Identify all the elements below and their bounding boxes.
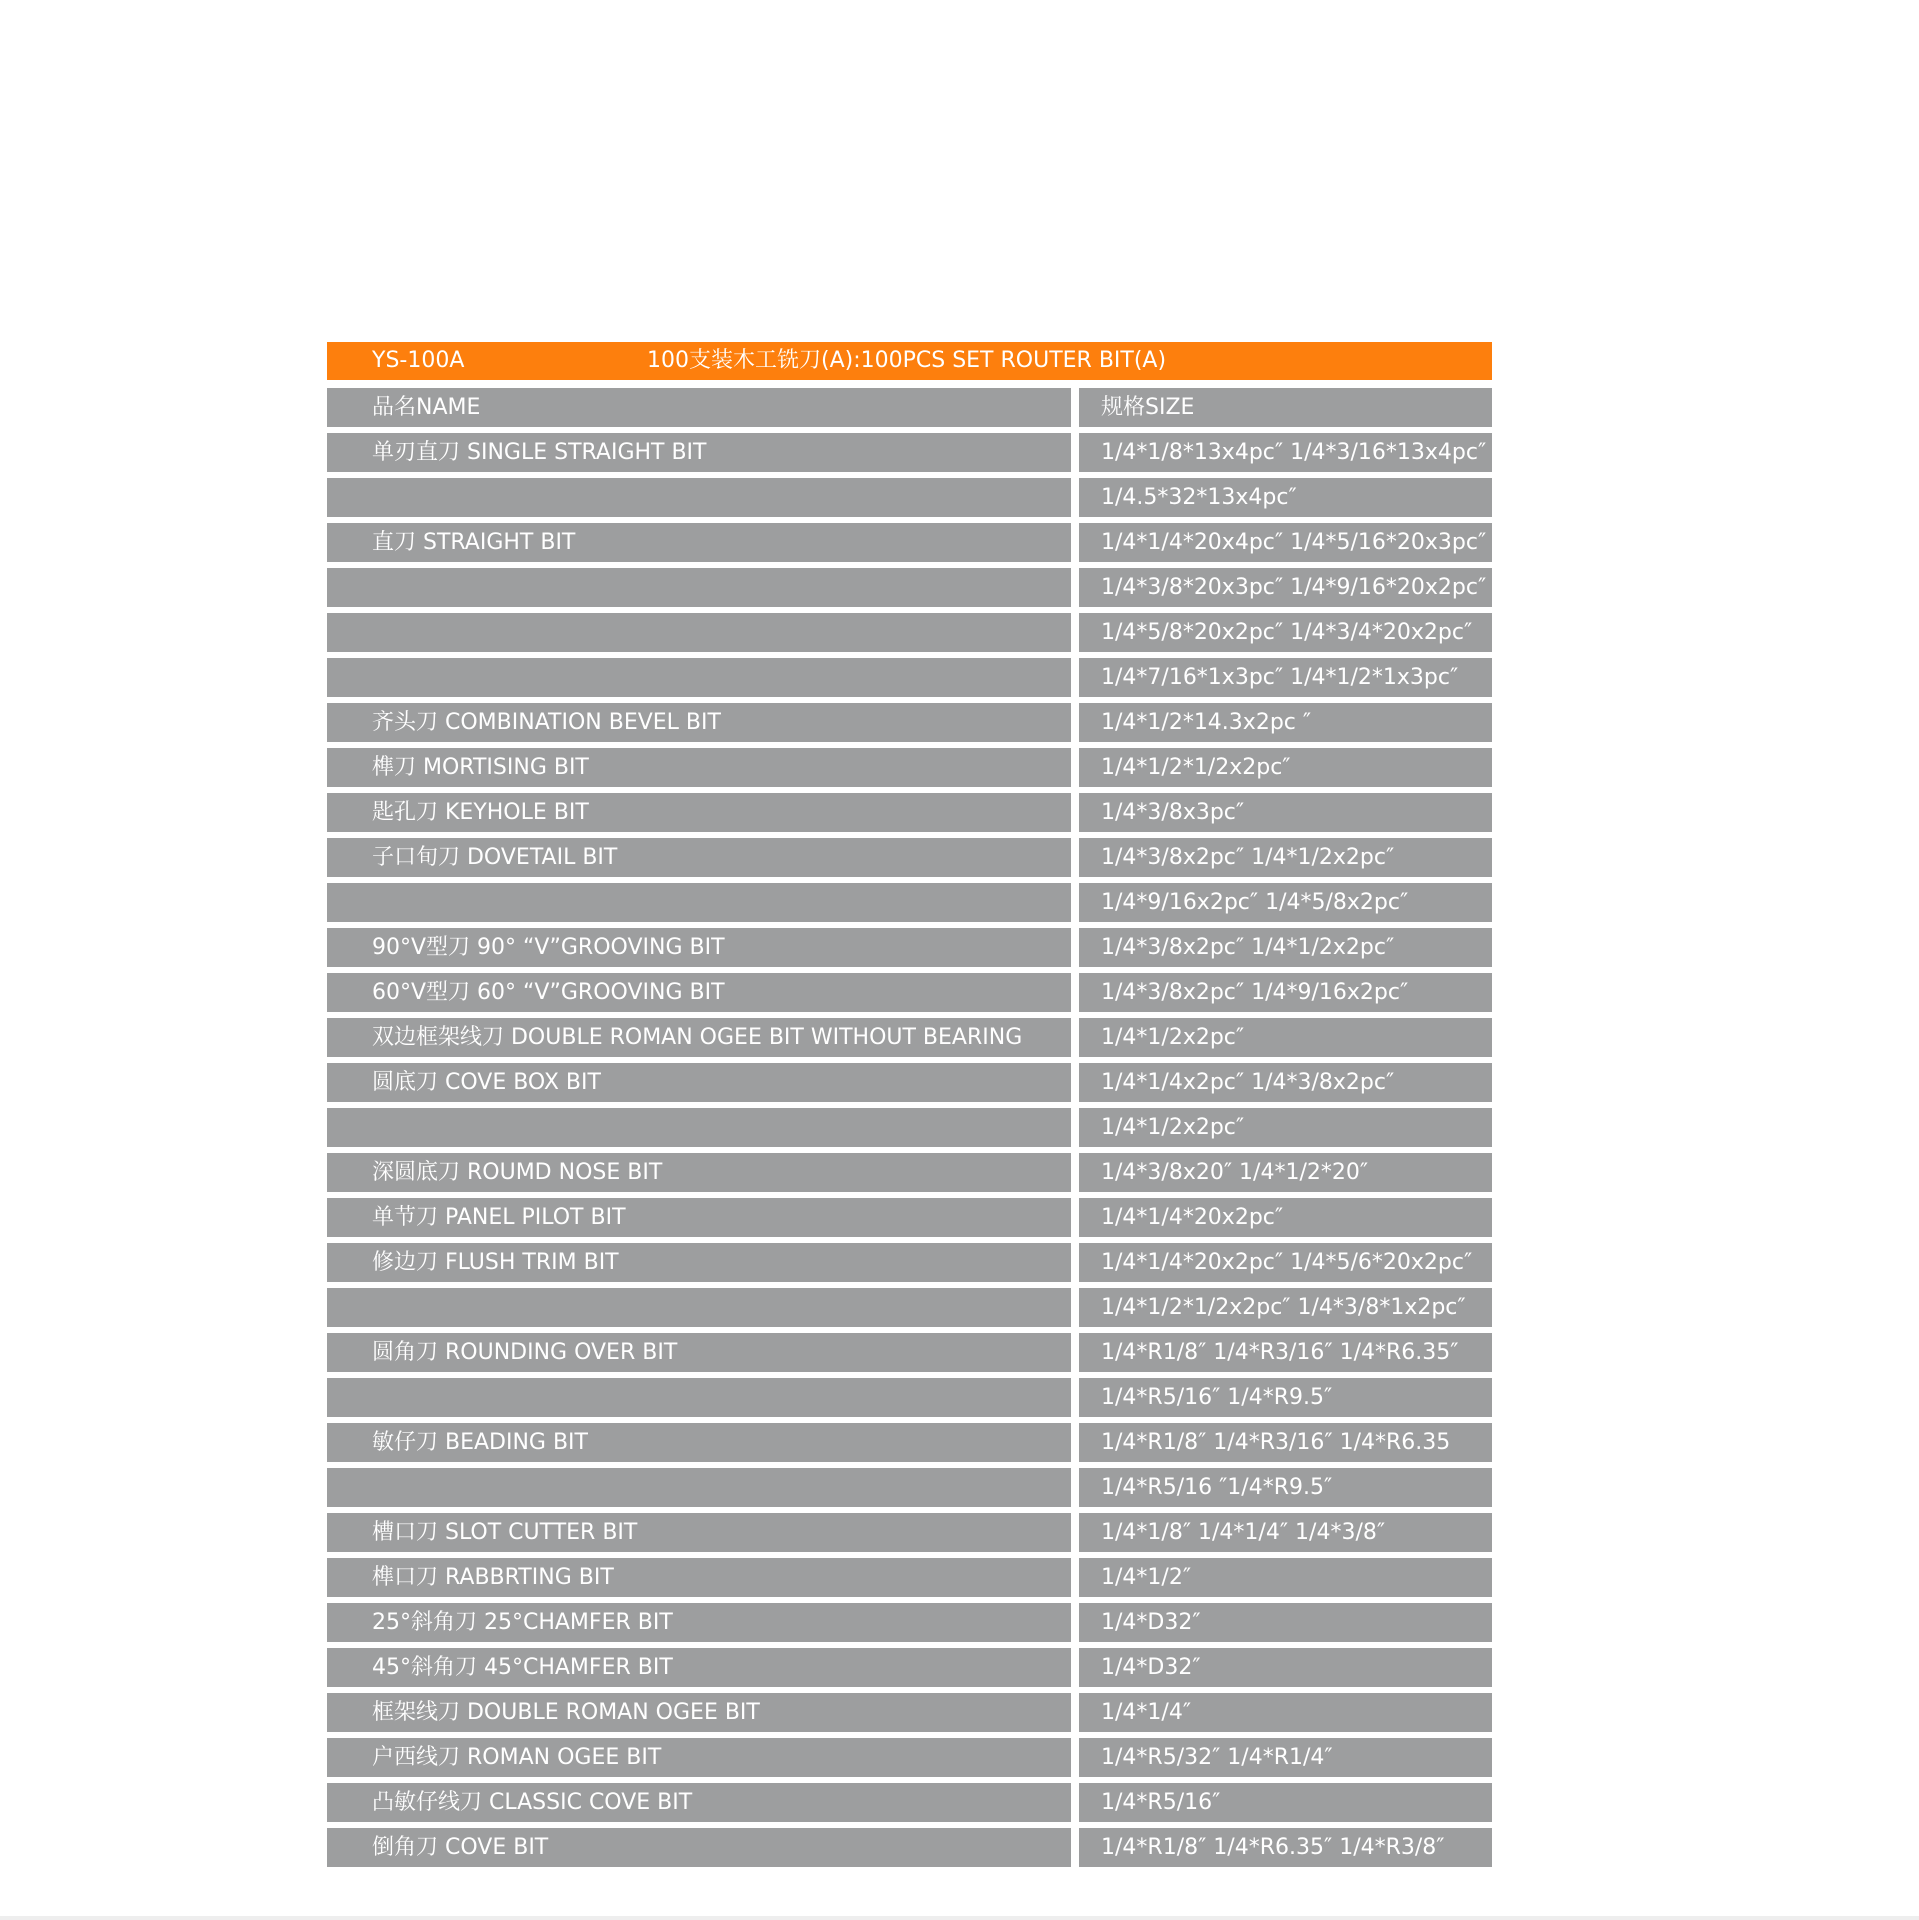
table-row: [327, 1783, 1492, 1822]
bit-name-cell: [327, 1468, 1071, 1507]
bit-name-cell: 榫刀 MORTISING BIT: [327, 748, 1071, 787]
product-title: 100支装木工铣刀(A):100PCS SET ROUTER BIT(A): [647, 348, 1167, 373]
bit-name-cell: [327, 1288, 1071, 1327]
table-row: [327, 1108, 1492, 1147]
bit-size-cell: 1/4*R1/8″ 1/4*R6.35″ 1/4*R3/8″: [1079, 1828, 1492, 1867]
bit-size-cell: 1/4*1/2″: [1079, 1558, 1492, 1597]
bit-name-cell: 框架线刀 DOUBLE ROMAN OGEE BIT: [327, 1693, 1071, 1732]
bit-size-cell: 1/4*D32″: [1079, 1648, 1492, 1687]
bit-name-cell: 户西线刀 ROMAN OGEE BIT: [327, 1738, 1071, 1777]
table-row: [327, 658, 1492, 697]
bit-name-cell: [327, 1108, 1071, 1147]
table-row: [327, 1558, 1492, 1597]
table-row: [327, 1603, 1492, 1642]
bit-name-cell: 修边刀 FLUSH TRIM BIT: [327, 1243, 1071, 1282]
bit-size-cell: 1/4*1/2x2pc″: [1079, 1018, 1492, 1057]
spec-rows: [327, 433, 1492, 1867]
table-row: [327, 928, 1492, 967]
bit-size-cell: 1/4*1/4x2pc″ 1/4*3/8x2pc″: [1079, 1063, 1492, 1102]
bit-name-cell: 单节刀 PANEL PILOT BIT: [327, 1198, 1071, 1237]
column-header-size: 规格SIZE: [1079, 388, 1492, 427]
bit-name-cell: 匙孔刀 KEYHOLE BIT: [327, 793, 1071, 832]
bit-size-cell: 1/4*1/4*20x4pc″ 1/4*5/16*20x3pc″: [1079, 523, 1492, 562]
table-row: [327, 838, 1492, 877]
bit-name-cell: 子口旬刀 DOVETAIL BIT: [327, 838, 1071, 877]
table-row: [327, 1648, 1492, 1687]
bit-size-cell: 1/4*R5/32″ 1/4*R1/4″: [1079, 1738, 1492, 1777]
bit-size-cell: 1/4*1/8*13x4pc″ 1/4*3/16*13x4pc″: [1079, 433, 1492, 472]
bit-name-cell: 齐头刀 COMBINATION BEVEL BIT: [327, 703, 1071, 742]
bit-name-cell: 圆角刀 ROUNDING OVER BIT: [327, 1333, 1071, 1372]
bit-size-cell: 1/4.5*32*13x4pc″: [1079, 478, 1492, 517]
table-row: [327, 793, 1492, 832]
table-row: [327, 1378, 1492, 1417]
bit-size-cell: 1/4*R5/16″ 1/4*R9.5″: [1079, 1378, 1492, 1417]
bit-name-cell: [327, 478, 1071, 517]
bit-size-cell: 1/4*1/4*20x2pc″ 1/4*5/6*20x2pc″: [1079, 1243, 1492, 1282]
bit-name-cell: [327, 1378, 1071, 1417]
table-row: [327, 973, 1492, 1012]
column-header-name: 品名NAME: [327, 388, 1071, 427]
table-row: [327, 1468, 1492, 1507]
bit-size-cell: 1/4*R1/8″ 1/4*R3/16″ 1/4*R6.35: [1079, 1423, 1492, 1462]
bit-size-cell: 1/4*R5/16 ″1/4*R9.5″: [1079, 1468, 1492, 1507]
spec-sheet: [327, 342, 1492, 1867]
bit-size-cell: 1/4*1/2*1/2x2pc″ 1/4*3/8*1x2pc″: [1079, 1288, 1492, 1327]
bit-name-cell: 榫口刀 RABBRTING BIT: [327, 1558, 1071, 1597]
bit-name-cell: [327, 613, 1071, 652]
bit-name-cell: 25°斜角刀 25°CHAMFER BIT: [327, 1603, 1071, 1642]
bit-name-cell: [327, 568, 1071, 607]
bit-size-cell: 1/4*1/4*20x2pc″: [1079, 1198, 1492, 1237]
table-row: [327, 613, 1492, 652]
bit-name-cell: 倒角刀 COVE BIT: [327, 1828, 1071, 1867]
table-row: [327, 1243, 1492, 1282]
bit-name-cell: 双边框架线刀 DOUBLE ROMAN OGEE BIT WITHOUT BEARING: [327, 1018, 1071, 1057]
bit-size-cell: 1/4*3/8x2pc″ 1/4*9/16x2pc″: [1079, 973, 1492, 1012]
bit-size-cell: 1/4*1/8″ 1/4*1/4″ 1/4*3/8″: [1079, 1513, 1492, 1552]
bit-name-cell: 凸敏仔线刀 CLASSIC COVE BIT: [327, 1783, 1071, 1822]
table-row: [327, 523, 1492, 562]
bit-name-cell: [327, 658, 1071, 697]
column-header-row: [327, 388, 1492, 427]
bit-size-cell: 1/4*5/8*20x2pc″ 1/4*3/4*20x2pc″: [1079, 613, 1492, 652]
table-row: [327, 883, 1492, 922]
table-row: [327, 1513, 1492, 1552]
bit-size-cell: 1/4*1/4″: [1079, 1693, 1492, 1732]
bit-size-cell: 1/4*1/2x2pc″: [1079, 1108, 1492, 1147]
table-row: [327, 1693, 1492, 1732]
bit-size-cell: 1/4*3/8*20x3pc″ 1/4*9/16*20x2pc″: [1079, 568, 1492, 607]
bit-size-cell: 1/4*9/16x2pc″ 1/4*5/8x2pc″: [1079, 883, 1492, 922]
table-row: [327, 1828, 1492, 1867]
bit-size-cell: 1/4*D32″: [1079, 1603, 1492, 1642]
table-row: [327, 748, 1492, 787]
bit-size-cell: 1/4*R1/8″ 1/4*R3/16″ 1/4*R6.35″: [1079, 1333, 1492, 1372]
bit-size-cell: 1/4*7/16*1x3pc″ 1/4*1/2*1x3pc″: [1079, 658, 1492, 697]
bit-size-cell: 1/4*3/8x2pc″ 1/4*1/2x2pc″: [1079, 838, 1492, 877]
model-number: YS-100A: [372, 348, 465, 373]
title-bar: [327, 342, 1492, 380]
bit-size-cell: 1/4*3/8x3pc″: [1079, 793, 1492, 832]
table-row: [327, 1288, 1492, 1327]
bottom-rule: [0, 1916, 1919, 1920]
bit-name-cell: 圆底刀 COVE BOX BIT: [327, 1063, 1071, 1102]
table-row: [327, 478, 1492, 517]
table-row: [327, 1333, 1492, 1372]
table-row: [327, 1153, 1492, 1192]
table-row: [327, 433, 1492, 472]
table-row: [327, 568, 1492, 607]
bit-name-cell: 敏仔刀 BEADING BIT: [327, 1423, 1071, 1462]
table-row: [327, 1738, 1492, 1777]
bit-name-cell: 60°V型刀 60° “V”GROOVING BIT: [327, 973, 1071, 1012]
table-row: [327, 1423, 1492, 1462]
bit-size-cell: 1/4*3/8x2pc″ 1/4*1/2x2pc″: [1079, 928, 1492, 967]
table-row: [327, 703, 1492, 742]
table-row: [327, 1198, 1492, 1237]
bit-size-cell: 1/4*1/2*1/2x2pc″: [1079, 748, 1492, 787]
bit-name-cell: 45°斜角刀 45°CHAMFER BIT: [327, 1648, 1071, 1687]
bit-name-cell: 深圆底刀 ROUMD NOSE BIT: [327, 1153, 1071, 1192]
bit-size-cell: 1/4*1/2*14.3x2pc ″: [1079, 703, 1492, 742]
bit-name-cell: 槽口刀 SLOT CUTTER BIT: [327, 1513, 1071, 1552]
table-row: [327, 1063, 1492, 1102]
bit-name-cell: [327, 883, 1071, 922]
bit-name-cell: 90°V型刀 90° “V”GROOVING BIT: [327, 928, 1071, 967]
bit-name-cell: 单刃直刀 SINGLE STRAIGHT BIT: [327, 433, 1071, 472]
bit-name-cell: 直刀 STRAIGHT BIT: [327, 523, 1071, 562]
table-row: [327, 1018, 1492, 1057]
bit-size-cell: 1/4*R5/16″: [1079, 1783, 1492, 1822]
bit-size-cell: 1/4*3/8x20″ 1/4*1/2*20″: [1079, 1153, 1492, 1192]
